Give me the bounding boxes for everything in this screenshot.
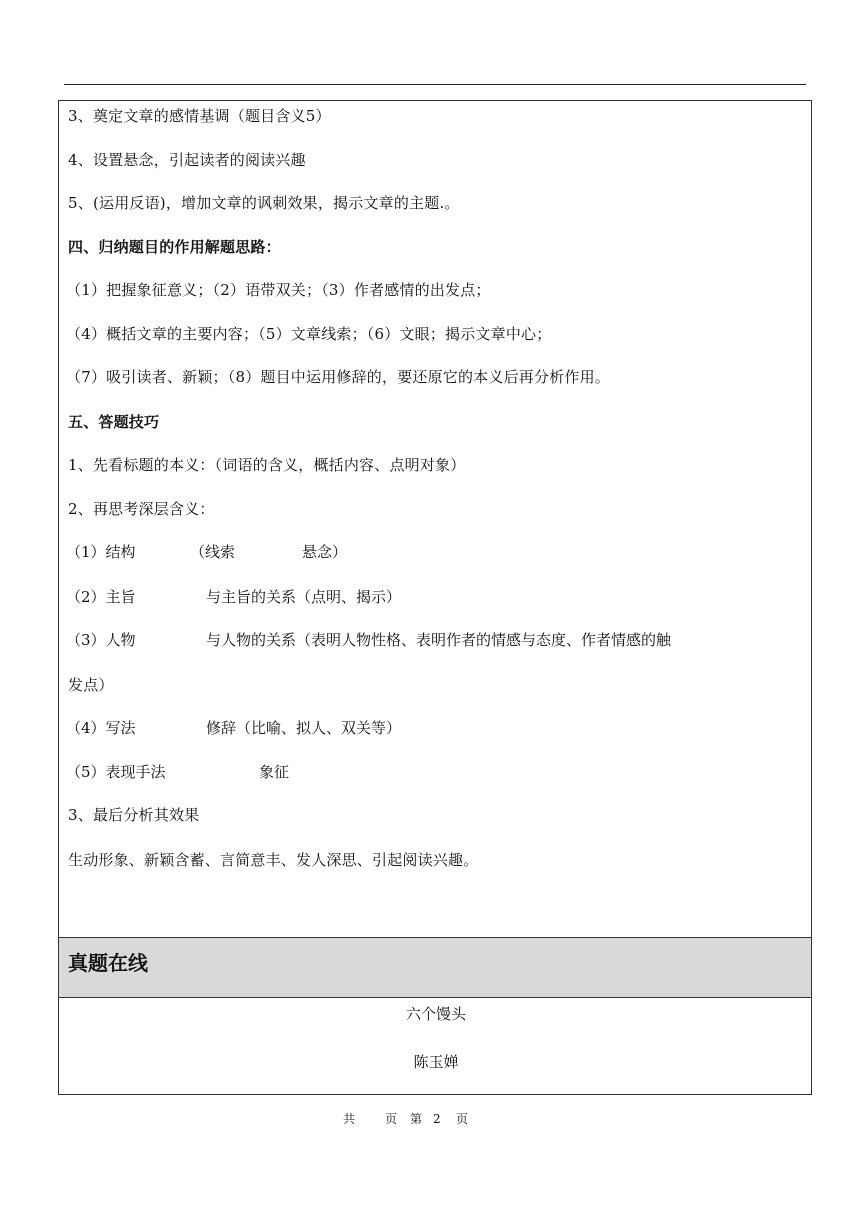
article-box bbox=[58, 997, 812, 1095]
tip-2: 2、再思考深层含义： bbox=[68, 500, 215, 518]
tip-1: 1、先看标题的本义：（词语的含义，概括内容、点明对象） bbox=[68, 456, 466, 474]
section-title: 真题在线 bbox=[68, 951, 148, 975]
heading-five: 五、答题技巧 bbox=[68, 413, 160, 431]
approach-line-3: （7）吸引读者、新颖；（8）题目中运用修辞的，要还原它的本义后再分析作用。 bbox=[66, 368, 610, 386]
header-rule bbox=[64, 84, 806, 85]
point-3: 3、奠定文章的感情基调（题目含义5） bbox=[68, 107, 331, 125]
point-4: 4、设置悬念，引起读者的阅读兴趣 bbox=[68, 151, 306, 169]
row-detail: 象征 bbox=[259, 763, 290, 781]
tip-3: 3、最后分析其效果 bbox=[68, 806, 200, 824]
section-header bbox=[58, 937, 812, 998]
article-author: 陈玉婵 bbox=[413, 1053, 459, 1071]
footer-total: 共 bbox=[343, 1112, 356, 1126]
row-label: （4）写法 bbox=[66, 719, 136, 737]
footer-page-label: 第 bbox=[410, 1112, 423, 1126]
row-detail: 修辞（比喻、拟人、双关等） bbox=[206, 719, 402, 737]
article-title: 六个馒头 bbox=[405, 1005, 466, 1023]
row-label: （5）表现手法 bbox=[66, 763, 166, 781]
row-suspense: 悬念） bbox=[302, 543, 348, 561]
approach-line-2: （4）概括文章的主要内容；（5）文章线索；（6）文眼；揭示文章中心； bbox=[66, 325, 552, 343]
row-label: （3）人物 bbox=[66, 631, 136, 649]
row-detail: 与主旨的关系（点明、揭示） bbox=[206, 588, 402, 606]
row-clue: （线索 bbox=[190, 543, 236, 561]
point-5: 5、(运用反语)，增加文章的讽刺效果，揭示文章的主题.。 bbox=[68, 194, 460, 212]
character-row-continued: 发点） bbox=[68, 676, 114, 694]
effects-summary: 生动形象、新颖含蓄、言简意丰、发人深思、引起阅读兴趣。 bbox=[68, 851, 479, 869]
row-label: （1）结构 bbox=[66, 543, 136, 561]
footer-unit-2: 页 bbox=[456, 1112, 469, 1126]
approach-line-1: （1）把握象征意义；（2）语带双关；（3）作者感情的出发点； bbox=[66, 281, 491, 299]
row-label: （2）主旨 bbox=[66, 588, 136, 606]
page-number: 2 bbox=[433, 1112, 441, 1126]
heading-four: 四、归纳题目的作用解题思路： bbox=[68, 238, 281, 256]
row-detail: 与人物的关系（表明人物性格、表明作者的情感与态度、作者情感的触 bbox=[206, 631, 672, 649]
footer-unit-1: 页 bbox=[385, 1112, 398, 1126]
